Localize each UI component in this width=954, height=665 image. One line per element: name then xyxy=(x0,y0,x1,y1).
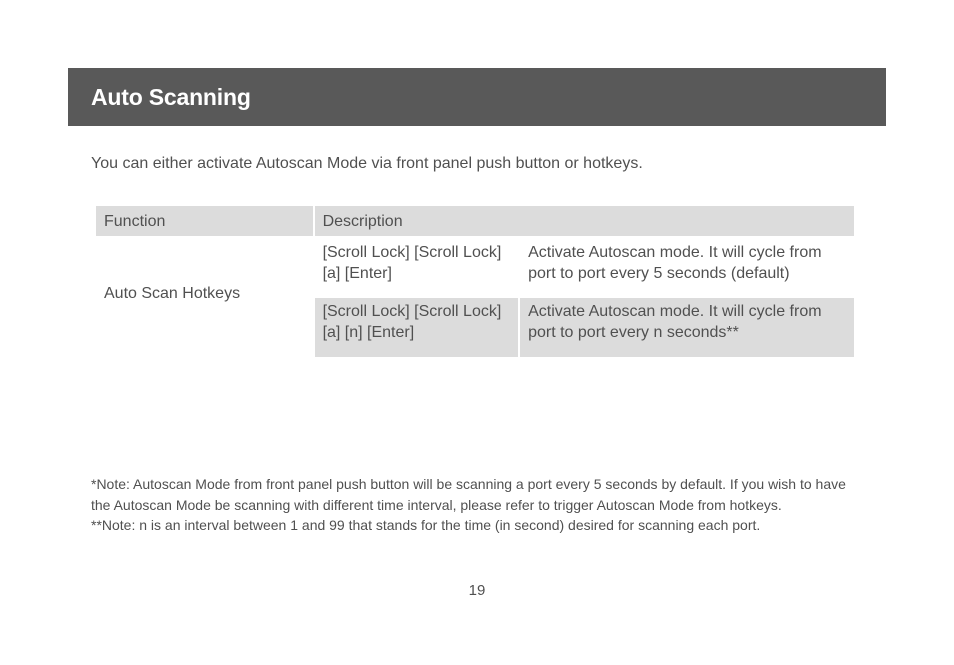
table-row xyxy=(95,237,855,297)
footnotes xyxy=(91,474,851,536)
function-cell: Auto Scan Hotkeys xyxy=(95,237,314,358)
description-cell: Activate Autoscan mode. It will cycle from port to port every n seconds** xyxy=(519,297,855,358)
footnote-interval: **Note: n is an interval between 1 and 99 that stands for the time (in second) desired for scanning each port. xyxy=(91,517,761,533)
section-header xyxy=(68,68,886,126)
description-cell: Activate Autoscan mode. It will cycle from port to port every 5 seconds (default) xyxy=(519,237,855,297)
table-header-row xyxy=(95,205,855,237)
page-number: 19 xyxy=(468,582,486,599)
hotkey-cell: [Scroll Lock] [Scroll Lock] [a] [n] [Enter] xyxy=(314,297,520,358)
hotkey-cell: [Scroll Lock] [Scroll Lock] [a] [Enter] xyxy=(314,237,520,297)
hotkeys-table xyxy=(94,204,856,359)
intro-text: You can either activate Autoscan Mode via front panel push button or hotkeys. xyxy=(91,155,643,172)
column-header-description: Description xyxy=(314,205,855,237)
page-title: Auto Scanning xyxy=(91,83,251,110)
column-header-function: Function xyxy=(95,205,314,237)
footnote-autoscan-default: *Note: Autoscan Mode from front panel push button will be scanning a port every 5 seconds by default. If you wish to have the Autoscan Mode be scanning with different time interval, please refer to trigger Autoscan Mode from hotkeys. xyxy=(91,476,846,513)
